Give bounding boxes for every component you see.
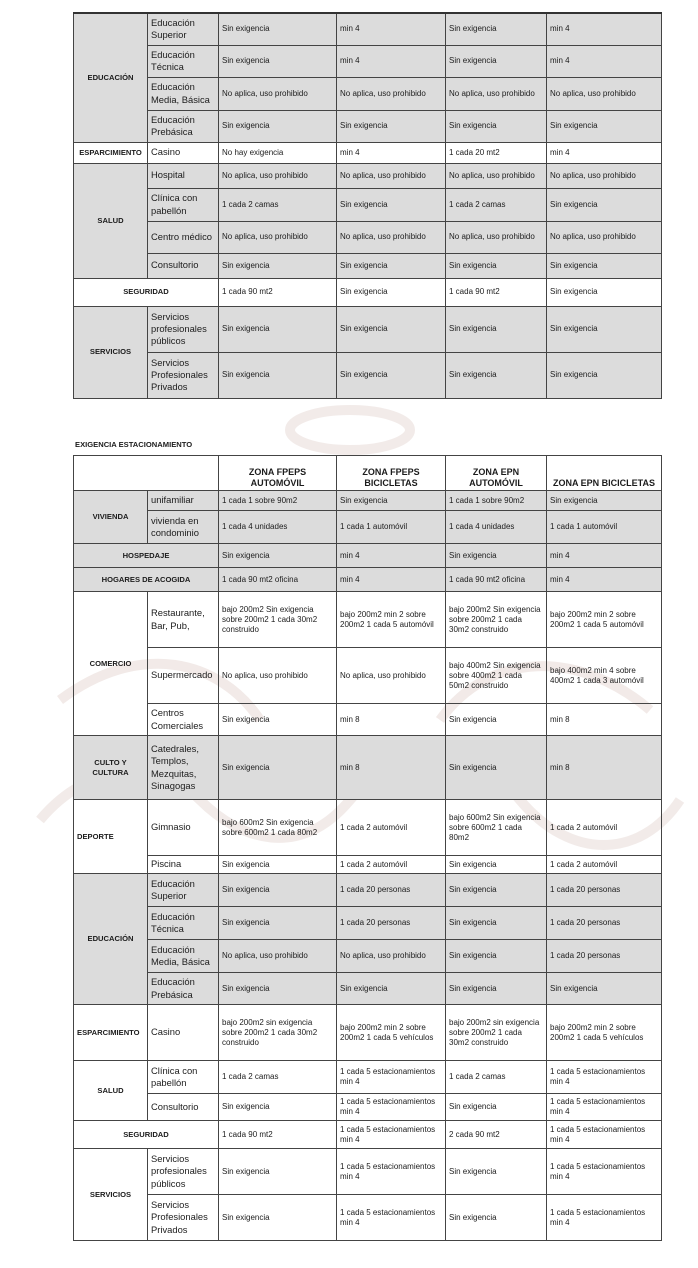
value-cell: bajo 200m2 min 2 sobre 200m2 1 cada 5 automóvil xyxy=(547,592,662,648)
value-cell: Sin exigencia xyxy=(547,188,662,221)
subcategory-cell: Consultorio xyxy=(148,1094,219,1121)
subcategory-cell: Educación Técnica xyxy=(148,907,219,940)
value-cell: min 8 xyxy=(547,736,662,800)
category-cell: HOGARES DE ACOGIDA xyxy=(74,568,219,592)
value-cell: Sin exigencia xyxy=(446,736,547,800)
value-cell: 1 cada 5 estacionamientos min 4 xyxy=(337,1195,446,1241)
table-row xyxy=(74,940,662,973)
value-cell: min 4 xyxy=(547,45,662,77)
subcategory-cell: Supermercado xyxy=(148,648,219,704)
table-row xyxy=(74,253,662,278)
value-cell: Sin exigencia xyxy=(446,306,547,352)
value-cell: Sin exigencia xyxy=(446,1149,547,1195)
value-cell: No aplica, uso prohibido xyxy=(446,163,547,188)
subcategory-cell: Servicios Profesionales Privados xyxy=(148,1195,219,1241)
subcategory-cell: Educación Prebásica xyxy=(148,973,219,1005)
value-cell: Sin exigencia xyxy=(337,491,446,511)
subcategory-cell: Centro médico xyxy=(148,221,219,253)
table-row xyxy=(74,110,662,142)
value-cell: min 4 xyxy=(337,568,446,592)
subcategory-cell: Educación Superior xyxy=(148,13,219,45)
value-cell: Sin exigencia xyxy=(219,856,337,874)
value-cell: 1 cada 20 personas xyxy=(547,907,662,940)
value-cell: Sin exigencia xyxy=(219,1094,337,1121)
value-cell: No aplica, uso prohibido xyxy=(337,648,446,704)
table-row xyxy=(74,352,662,398)
value-cell: 1 cada 5 estacionamientos min 4 xyxy=(337,1121,446,1149)
category-cell: SALUD xyxy=(74,163,148,278)
value-cell: Sin exigencia xyxy=(446,253,547,278)
category-cell: HOSPEDAJE xyxy=(74,544,219,568)
value-cell: min 8 xyxy=(337,704,446,736)
table-row xyxy=(74,491,662,511)
value-cell: No aplica, uso prohibido xyxy=(547,221,662,253)
value-cell: 1 cada 20 personas xyxy=(547,940,662,973)
value-cell: Sin exigencia xyxy=(446,874,547,907)
value-cell: 1 cada 2 automóvil xyxy=(547,856,662,874)
value-cell: Sin exigencia xyxy=(547,973,662,1005)
value-cell: 1 cada 1 sobre 90m2 xyxy=(219,491,337,511)
value-cell: Sin exigencia xyxy=(337,278,446,306)
value-cell: 1 cada 2 automóvil xyxy=(337,856,446,874)
category-cell: VIVIENDA xyxy=(74,491,148,544)
value-cell: 1 cada 5 estacionamientos min 4 xyxy=(337,1149,446,1195)
value-cell: min 4 xyxy=(337,142,446,163)
category-cell: EDUCACIÓN xyxy=(74,874,148,1005)
table-row xyxy=(74,77,662,110)
subcategory-cell: vivienda en condominio xyxy=(148,511,219,544)
value-cell: Sin exigencia xyxy=(337,352,446,398)
value-cell: Sin exigencia xyxy=(446,907,547,940)
value-cell: 1 cada 1 sobre 90m2 xyxy=(446,491,547,511)
value-cell: No aplica, uso prohibido xyxy=(446,77,547,110)
subcategory-cell: Clínica con pabellón xyxy=(148,1061,219,1094)
subcategory-cell: Piscina xyxy=(148,856,219,874)
value-cell: bajo 400m2 min 4 sobre 400m2 1 cada 3 automóvil xyxy=(547,648,662,704)
table-row xyxy=(74,544,662,568)
value-cell: min 4 xyxy=(337,544,446,568)
value-cell: 1 cada 2 camas xyxy=(446,1061,547,1094)
category-cell: SALUD xyxy=(74,1061,148,1121)
value-cell: 1 cada 5 estacionamientos min 4 xyxy=(337,1061,446,1094)
table-row xyxy=(74,306,662,352)
table-row xyxy=(74,221,662,253)
value-cell: 1 cada 20 personas xyxy=(337,874,446,907)
value-cell: Sin exigencia xyxy=(219,1195,337,1241)
value-cell: 1 cada 20 personas xyxy=(547,874,662,907)
category-cell: SEGURIDAD xyxy=(74,278,219,306)
value-cell: 1 cada 90 mt2 oficina xyxy=(219,568,337,592)
category-cell: COMERCIO xyxy=(74,592,148,736)
value-cell: min 8 xyxy=(337,736,446,800)
value-cell: Sin exigencia xyxy=(219,704,337,736)
value-cell: 1 cada 90 mt2 oficina xyxy=(446,568,547,592)
table-row xyxy=(74,188,662,221)
value-cell: 1 cada 4 unidades xyxy=(446,511,547,544)
value-cell: Sin exigencia xyxy=(547,352,662,398)
value-cell: bajo 600m2 Sin exigencia sobre 600m2 1 cada 80m2 xyxy=(219,800,337,856)
value-cell: 1 cada 1 automóvil xyxy=(547,511,662,544)
subcategory-cell: Educación Prebásica xyxy=(148,110,219,142)
subcategory-cell: Casino xyxy=(148,1005,219,1061)
subcategory-cell: Servicios Profesionales Privados xyxy=(148,352,219,398)
table-row xyxy=(74,874,662,907)
value-cell: Sin exigencia xyxy=(219,45,337,77)
subcategory-cell: Gimnasio xyxy=(148,800,219,856)
value-cell: Sin exigencia xyxy=(219,874,337,907)
value-cell: 1 cada 2 automóvil xyxy=(547,800,662,856)
table-row xyxy=(74,907,662,940)
value-cell: 2 cada 90 mt2 xyxy=(446,1121,547,1149)
table-row xyxy=(74,1149,662,1195)
value-cell: 1 cada 90 mt2 xyxy=(219,278,337,306)
value-cell: Sin exigencia xyxy=(219,253,337,278)
value-cell: Sin exigencia xyxy=(337,306,446,352)
subcategory-cell: Educación Superior xyxy=(148,874,219,907)
value-cell: min 4 xyxy=(547,142,662,163)
value-cell: No aplica, uso prohibido xyxy=(219,648,337,704)
value-cell: No aplica, uso prohibido xyxy=(219,221,337,253)
value-cell: 1 cada 5 estacionamientos min 4 xyxy=(547,1195,662,1241)
value-cell: 1 cada 1 automóvil xyxy=(337,511,446,544)
category-cell: CULTO Y CULTURA xyxy=(74,736,148,800)
value-cell: Sin exigencia xyxy=(219,544,337,568)
value-cell: No aplica, uso prohibido xyxy=(446,221,547,253)
value-cell: 1 cada 2 camas xyxy=(219,188,337,221)
value-cell: bajo 200m2 min 2 sobre 200m2 1 cada 5 vehículos xyxy=(547,1005,662,1061)
table-row xyxy=(74,592,662,648)
table-row xyxy=(74,648,662,704)
value-cell: 1 cada 90 mt2 xyxy=(219,1121,337,1149)
section-caption: EXIGENCIA ESTACIONAMIENTO xyxy=(75,440,193,449)
value-cell: bajo 200m2 sin exigencia sobre 200m2 1 cada 30m2 construido xyxy=(446,1005,547,1061)
table-row xyxy=(74,45,662,77)
value-cell: Sin exigencia xyxy=(219,110,337,142)
header-fpeps-auto: ZONA FPEPS AUTOMÓVIL xyxy=(219,456,337,491)
value-cell: Sin exigencia xyxy=(219,973,337,1005)
table-row xyxy=(74,736,662,800)
value-cell: No aplica, uso prohibido xyxy=(337,940,446,973)
subcategory-cell: Consultorio xyxy=(148,253,219,278)
category-cell: SERVICIOS xyxy=(74,306,148,398)
header-epn-auto: ZONA EPN AUTOMÓVIL xyxy=(446,456,547,491)
table-row xyxy=(74,511,662,544)
value-cell: Sin exigencia xyxy=(547,110,662,142)
category-cell: EDUCACIÓN xyxy=(74,13,148,142)
subcategory-cell: Servicios profesionales públicos xyxy=(148,306,219,352)
value-cell: 1 cada 4 unidades xyxy=(219,511,337,544)
value-cell: Sin exigencia xyxy=(337,973,446,1005)
value-cell: No aplica, uso prohibido xyxy=(219,940,337,973)
value-cell: 1 cada 90 mt2 xyxy=(446,278,547,306)
value-cell: bajo 600m2 Sin exigencia sobre 600m2 1 cada 80m2 xyxy=(446,800,547,856)
value-cell: Sin exigencia xyxy=(446,856,547,874)
table-row xyxy=(74,568,662,592)
category-cell: DEPORTE xyxy=(74,800,148,874)
subcategory-cell: Casino xyxy=(148,142,219,163)
value-cell: No aplica, uso prohibido xyxy=(337,163,446,188)
value-cell: 1 cada 5 estacionamientos min 4 xyxy=(547,1149,662,1195)
value-cell: bajo 200m2 sin exigencia sobre 200m2 1 cada 30m2 construido xyxy=(219,1005,337,1061)
value-cell: min 4 xyxy=(547,13,662,45)
value-cell: Sin exigencia xyxy=(547,491,662,511)
value-cell: 1 cada 5 estacionamientos min 4 xyxy=(337,1094,446,1121)
value-cell: Sin exigencia xyxy=(446,704,547,736)
value-cell: Sin exigencia xyxy=(446,544,547,568)
table-row xyxy=(74,704,662,736)
value-cell: min 4 xyxy=(547,568,662,592)
value-cell: 1 cada 20 personas xyxy=(337,907,446,940)
table-row xyxy=(74,1195,662,1241)
value-cell: Sin exigencia xyxy=(547,253,662,278)
subcategory-cell: Educación Técnica xyxy=(148,45,219,77)
value-cell: 1 cada 2 automóvil xyxy=(337,800,446,856)
value-cell: bajo 400m2 Sin exigencia sobre 400m2 1 cada 50m2 construido xyxy=(446,648,547,704)
value-cell: No aplica, uso prohibido xyxy=(337,77,446,110)
subcategory-cell: unifamiliar xyxy=(148,491,219,511)
value-cell: Sin exigencia xyxy=(446,1195,547,1241)
category-cell: SERVICIOS xyxy=(74,1149,148,1241)
value-cell: min 4 xyxy=(547,544,662,568)
value-cell: Sin exigencia xyxy=(547,306,662,352)
value-cell: Sin exigencia xyxy=(219,13,337,45)
value-cell: Sin exigencia xyxy=(219,907,337,940)
table-row xyxy=(74,973,662,1005)
header-epn-bici: ZONA EPN BICICLETAS xyxy=(547,456,662,491)
value-cell: 1 cada 2 camas xyxy=(446,188,547,221)
subcategory-cell: Servicios profesionales públicos xyxy=(148,1149,219,1195)
value-cell: No aplica, uso prohibido xyxy=(547,163,662,188)
value-cell: bajo 200m2 Sin exigencia sobre 200m2 1 cada 30m2 construido xyxy=(219,592,337,648)
category-cell: SEGURIDAD xyxy=(74,1121,219,1149)
value-cell: Sin exigencia xyxy=(219,306,337,352)
value-cell: 1 cada 20 mt2 xyxy=(446,142,547,163)
value-cell: Sin exigencia xyxy=(219,736,337,800)
header-row xyxy=(74,456,662,491)
table-row xyxy=(74,1061,662,1094)
value-cell: No aplica, uso prohibido xyxy=(219,163,337,188)
value-cell: Sin exigencia xyxy=(219,352,337,398)
table-row xyxy=(74,142,662,163)
value-cell: Sin exigencia xyxy=(446,45,547,77)
value-cell: bajo 200m2 min 2 sobre 200m2 1 cada 5 vehículos xyxy=(337,1005,446,1061)
value-cell: 1 cada 5 estacionamientos min 4 xyxy=(547,1121,662,1149)
parking-table-continued xyxy=(73,12,662,399)
value-cell: bajo 200m2 min 2 sobre 200m2 1 cada 5 automóvil xyxy=(337,592,446,648)
parking-requirements-table xyxy=(73,455,662,1241)
value-cell: 1 cada 5 estacionamientos min 4 xyxy=(547,1094,662,1121)
value-cell: No aplica, uso prohibido xyxy=(547,77,662,110)
value-cell: min 4 xyxy=(337,45,446,77)
value-cell: min 4 xyxy=(337,13,446,45)
subcategory-cell: Clínica con pabellón xyxy=(148,188,219,221)
table-row xyxy=(74,163,662,188)
table-row xyxy=(74,13,662,45)
table-row xyxy=(74,800,662,856)
value-cell: Sin exigencia xyxy=(446,1094,547,1121)
value-cell: 1 cada 2 camas xyxy=(219,1061,337,1094)
value-cell: No hay exigencia xyxy=(219,142,337,163)
subcategory-cell: Educación Media, Básica xyxy=(148,940,219,973)
value-cell: Sin exigencia xyxy=(219,1149,337,1195)
header-empty xyxy=(74,456,219,491)
category-cell: ESPARCIMIENTO xyxy=(74,142,148,163)
value-cell: Sin exigencia xyxy=(446,940,547,973)
value-cell: Sin exigencia xyxy=(337,188,446,221)
value-cell: No aplica, uso prohibido xyxy=(219,77,337,110)
value-cell: min 8 xyxy=(547,704,662,736)
subcategory-cell: Centros Comerciales xyxy=(148,704,219,736)
value-cell: Sin exigencia xyxy=(337,253,446,278)
table-row xyxy=(74,1121,662,1149)
value-cell: Sin exigencia xyxy=(337,110,446,142)
value-cell: 1 cada 5 estacionamientos min 4 xyxy=(547,1061,662,1094)
header-fpeps-bici: ZONA FPEPS BICICLETAS xyxy=(337,456,446,491)
table-row xyxy=(74,856,662,874)
value-cell: Sin exigencia xyxy=(446,13,547,45)
value-cell: Sin exigencia xyxy=(446,352,547,398)
value-cell: Sin exigencia xyxy=(446,110,547,142)
value-cell: bajo 200m2 Sin exigencia sobre 200m2 1 cada 30m2 construido xyxy=(446,592,547,648)
table-row xyxy=(74,1094,662,1121)
subcategory-cell: Restaurante, Bar, Pub, xyxy=(148,592,219,648)
table-row xyxy=(74,1005,662,1061)
subcategory-cell: Catedrales, Templos, Mezquitas, Sinagogas xyxy=(148,736,219,800)
subcategory-cell: Hospital xyxy=(148,163,219,188)
value-cell: No aplica, uso prohibido xyxy=(337,221,446,253)
value-cell: Sin exigencia xyxy=(547,278,662,306)
value-cell: Sin exigencia xyxy=(446,973,547,1005)
category-cell: ESPARCIMIENTO xyxy=(74,1005,148,1061)
subcategory-cell: Educación Media, Básica xyxy=(148,77,219,110)
table-row xyxy=(74,278,662,306)
